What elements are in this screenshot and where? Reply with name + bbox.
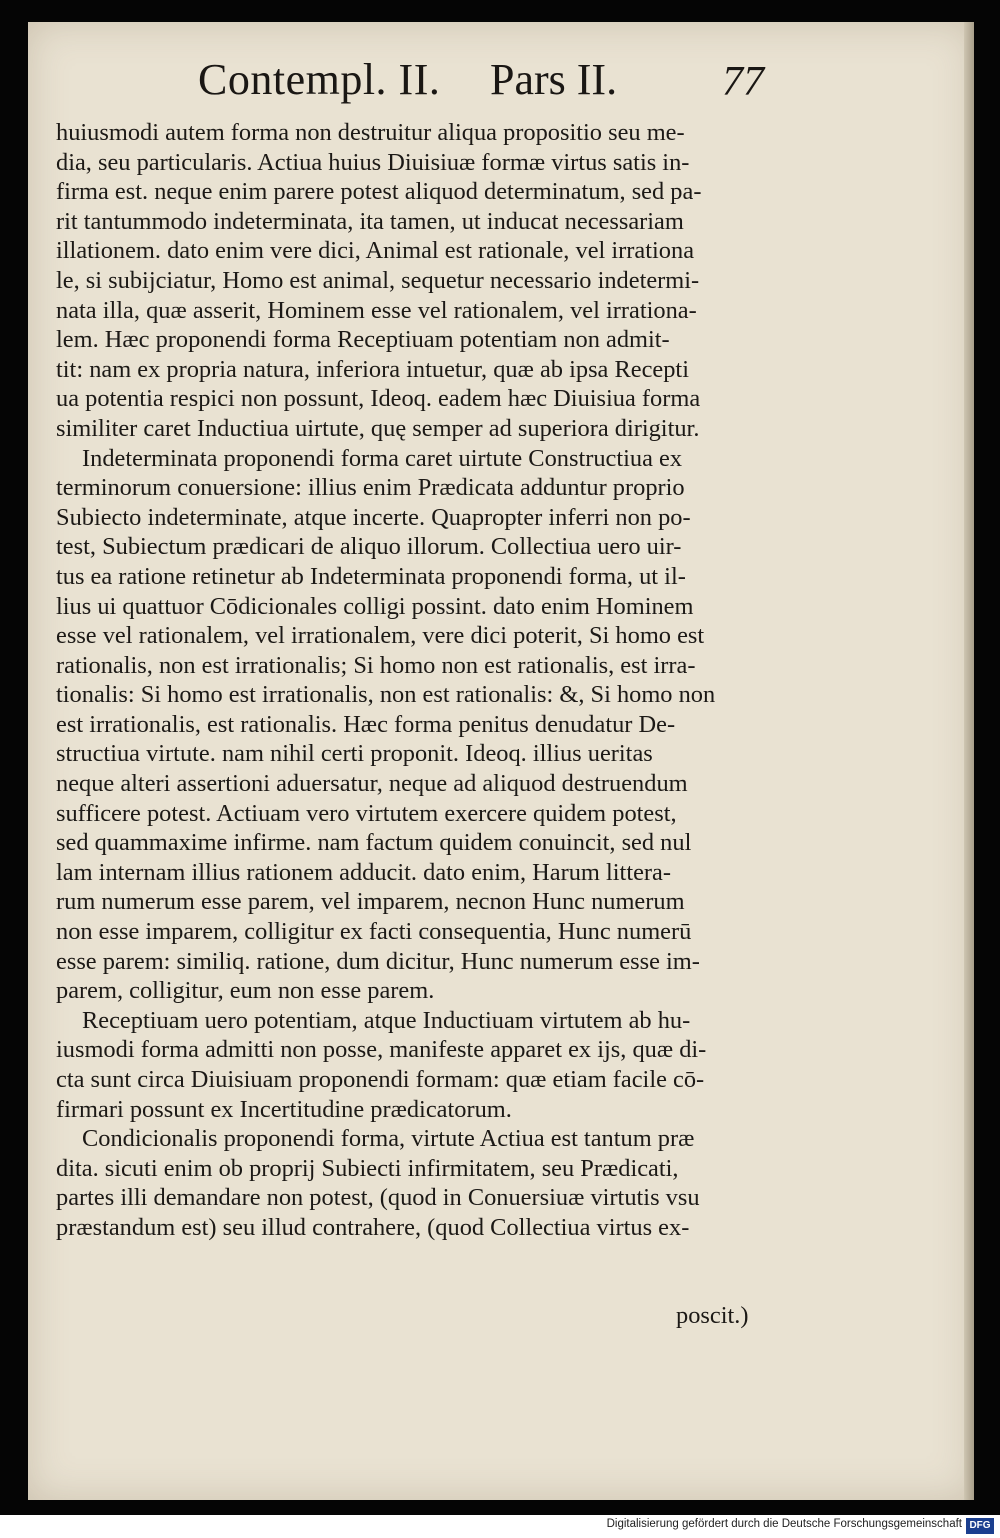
text-line: rationalis, non est irrationalis; Si homo non est rationalis, est irra- [56,651,696,679]
text-line: dita. sicuti enim ob proprij Subiecti infirmitatem, seu Prædicati, [56,1154,679,1182]
text-line: parem, colligitur, eum non esse parem. [56,977,435,1005]
page-number: 77 [722,59,764,105]
text-line: est irrationalis, est rationalis. Hæc forma penitus denudatur De- [56,710,676,738]
book-page [28,22,974,1500]
text-line: esse vel rationalem, vel irrationalem, vere dici poterit, Si homo est [56,622,705,650]
text-line: terminorum conuersione: illius enim Prædicata adduntur proprio [56,474,685,502]
text-line: rum numerum esse parem, vel imparem, necnon Hunc numerum [56,888,685,916]
text-line: sed quammaxime infirme. nam factum quidem conuincit, sed nul [56,829,692,857]
text-line: tionalis: Si homo est irrationalis, non est rationalis: &, Si homo non [56,681,716,709]
text-line: ua potentia respici non possunt, Ideoq. eadem hæc Diuisiua forma [56,385,701,413]
text-line: Subiecto indeterminate, atque incerte. Quapropter inferri non po- [56,503,691,531]
text-line: illationem. dato enim vere dici, Animal est rationale, vel irrationa [56,237,695,265]
catchword: poscit.) [676,1302,749,1329]
text-line: le, si subijciatur, Homo est animal, sequetur necessario indetermi- [56,266,700,294]
text-line: Receptiuam uero potentiam, atque Inductiuam virtutem ab hu- [82,1006,691,1034]
text-line: partes illi demandare non potest, (quod in Conuersiuæ virtutis vsu [56,1184,700,1212]
paragraph-3 [56,1006,796,1124]
text-line: esse parem: similiq. ratione, dum dicitur, Hunc numerum esse im- [56,947,700,975]
text-line: nata illa, quæ asserit, Hominem esse vel rationalem, vel irrationa- [56,296,697,324]
text-line: tus ea ratione retinetur ab Indeterminata proponendi forma, ut il- [56,562,686,590]
text-line: neque alteri assertioni aduersatur, neque ad aliquod destruendum [56,770,688,798]
text-line: cta sunt circa Diuisiuam proponendi formam: quæ etiam facile cō- [56,1066,705,1093]
page-edge [964,22,974,1500]
running-head [28,54,974,114]
running-head-part: Pars II. [490,55,618,104]
text-line: similiter caret Inductiua uirtute, quę semper ad superiora dirigitur. [56,414,700,442]
digitization-footer [0,1515,1000,1538]
text-line: structiua virtute. nam nihil certi proponit. Ideoq. illius ueritas [56,740,653,768]
body-text [56,118,796,1243]
text-line: rit tantummodo indeterminata, ita tamen, ut inducat necessariam [56,207,684,235]
text-line: lem. Hæc proponendi forma Receptiuam potentiam non admit- [56,326,670,354]
paragraph-4 [56,1124,796,1242]
text-line: firma est. neque enim parere potest aliquod determinatum, sed pa- [56,178,702,206]
running-head-title: Contempl. II. [198,55,441,104]
text-line: lam internam illius rationem adducit. dato enim, Harum littera- [56,858,672,886]
text-line: præstandum est) seu illud contrahere, (quod Collectiua virtus ex- [56,1213,690,1241]
text-line: Condicionalis proponendi forma, virtute Actiua est tantum præ [82,1125,695,1153]
paragraph-2 [56,444,796,1006]
paragraph-1 [56,118,796,444]
text-line: dia, seu particularis. Actiua huius Diuisiuæ formæ virtus satis in- [56,148,690,176]
text-line: huiusmodi autem forma non destruitur aliqua propositio seu me- [56,119,685,146]
text-line: test, Subiectum prædicari de aliquo illorum. Collectiua uero uir- [56,533,682,561]
dfg-logo: DFG [966,1518,994,1534]
text-line: Indeterminata proponendi forma caret uirtute Constructiua ex [82,444,683,472]
text-line: tit: nam ex propria natura, inferiora intuetur, quæ ab ipsa Recepti [56,355,689,383]
text-line: lius ui quattuor Cōdicionales colligi possint. dato enim Hominem [56,592,694,620]
text-line: iusmodi forma admitti non posse, manifeste apparet ex ijs, quæ di- [56,1036,707,1064]
text-line: sufficere potest. Actiuam vero virtutem exercere quidem potest, [56,799,677,827]
text-line: non esse imparem, colligitur ex facti consequentia, Hunc numerū [56,918,692,946]
text-line: firmari possunt ex Incertitudine prædicatorum. [56,1095,512,1123]
funding-credit: Digitalisierung gefördert durch die Deutsche Forschungsgemeinschaft [606,1518,962,1530]
